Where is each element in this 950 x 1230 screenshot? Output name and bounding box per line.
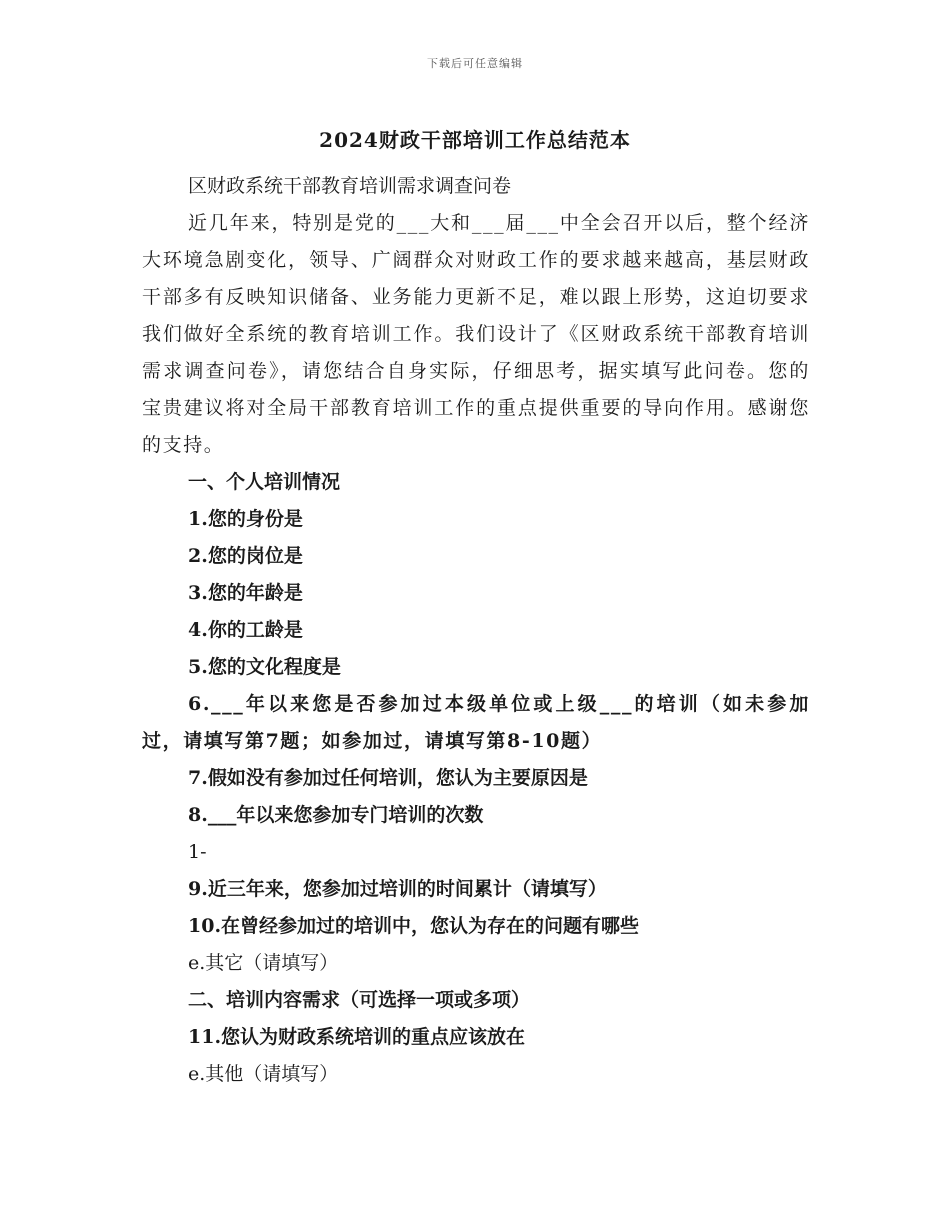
question-9: 9.近三年来，您参加过培训的时间累计（请填写） <box>188 878 607 900</box>
section-heading-personal: 一、个人培训情况 <box>188 471 341 493</box>
question-8-option: 1- <box>188 841 207 863</box>
section-heading-content: 二、培训内容需求（可选择一项或多项） <box>188 989 531 1011</box>
document-body <box>142 168 810 1093</box>
questionnaire-subtitle: 区财政系统干部教育培训需求调查问卷 <box>188 175 512 197</box>
document-title: 2024财政干部培训工作总结范本 <box>319 128 631 152</box>
question-1: 1.您的身份是 <box>188 508 303 530</box>
question-11-option: e.其他（请填写） <box>188 1063 339 1085</box>
question-7: 7.假如没有参加过任何培训，您认为主要原因是 <box>188 767 588 789</box>
question-2: 2.您的岗位是 <box>188 545 303 567</box>
question-4: 4.你的工龄是 <box>188 619 303 641</box>
question-6: 6.___年以来您是否参加过本级单位或上级___的培训（如未参加过，请填写第7题；如参加过，请填写第8-10题） <box>142 693 810 752</box>
question-5: 5.您的文化程度是 <box>188 656 341 678</box>
page-header-note: 下载后可任意编辑 <box>427 57 523 70</box>
question-8: 8.___年以来您参加专门培训的次数 <box>188 804 484 826</box>
question-3: 3.您的年龄是 <box>188 582 303 604</box>
question-11: 11.您认为财政系统培训的重点应该放在 <box>188 1026 526 1048</box>
question-10: 10.在曾经参加过的培训中，您认为存在的问题有哪些 <box>188 915 640 937</box>
question-10-option: e.其它（请填写） <box>188 952 339 974</box>
intro-paragraph: 近几年来，特别是党的___大和___届___中全会召开以后，整个经济大环境急剧变化，领导、广阔群众对财政工作的要求越来越高，基层财政干部多有反映知识储备、业务能力更新不足，难以跟上形势，这迫切要求我们做好全系统的教育培训工作。我们设计了《区财政系统干部教育培训需求调查问卷》，请您结合自身实际，仔细思考，据实填写此问卷。您的宝贵建议将对全局干部教育培训工作的重点提供重要的导向作用。感谢您的支持。 <box>142 212 810 456</box>
